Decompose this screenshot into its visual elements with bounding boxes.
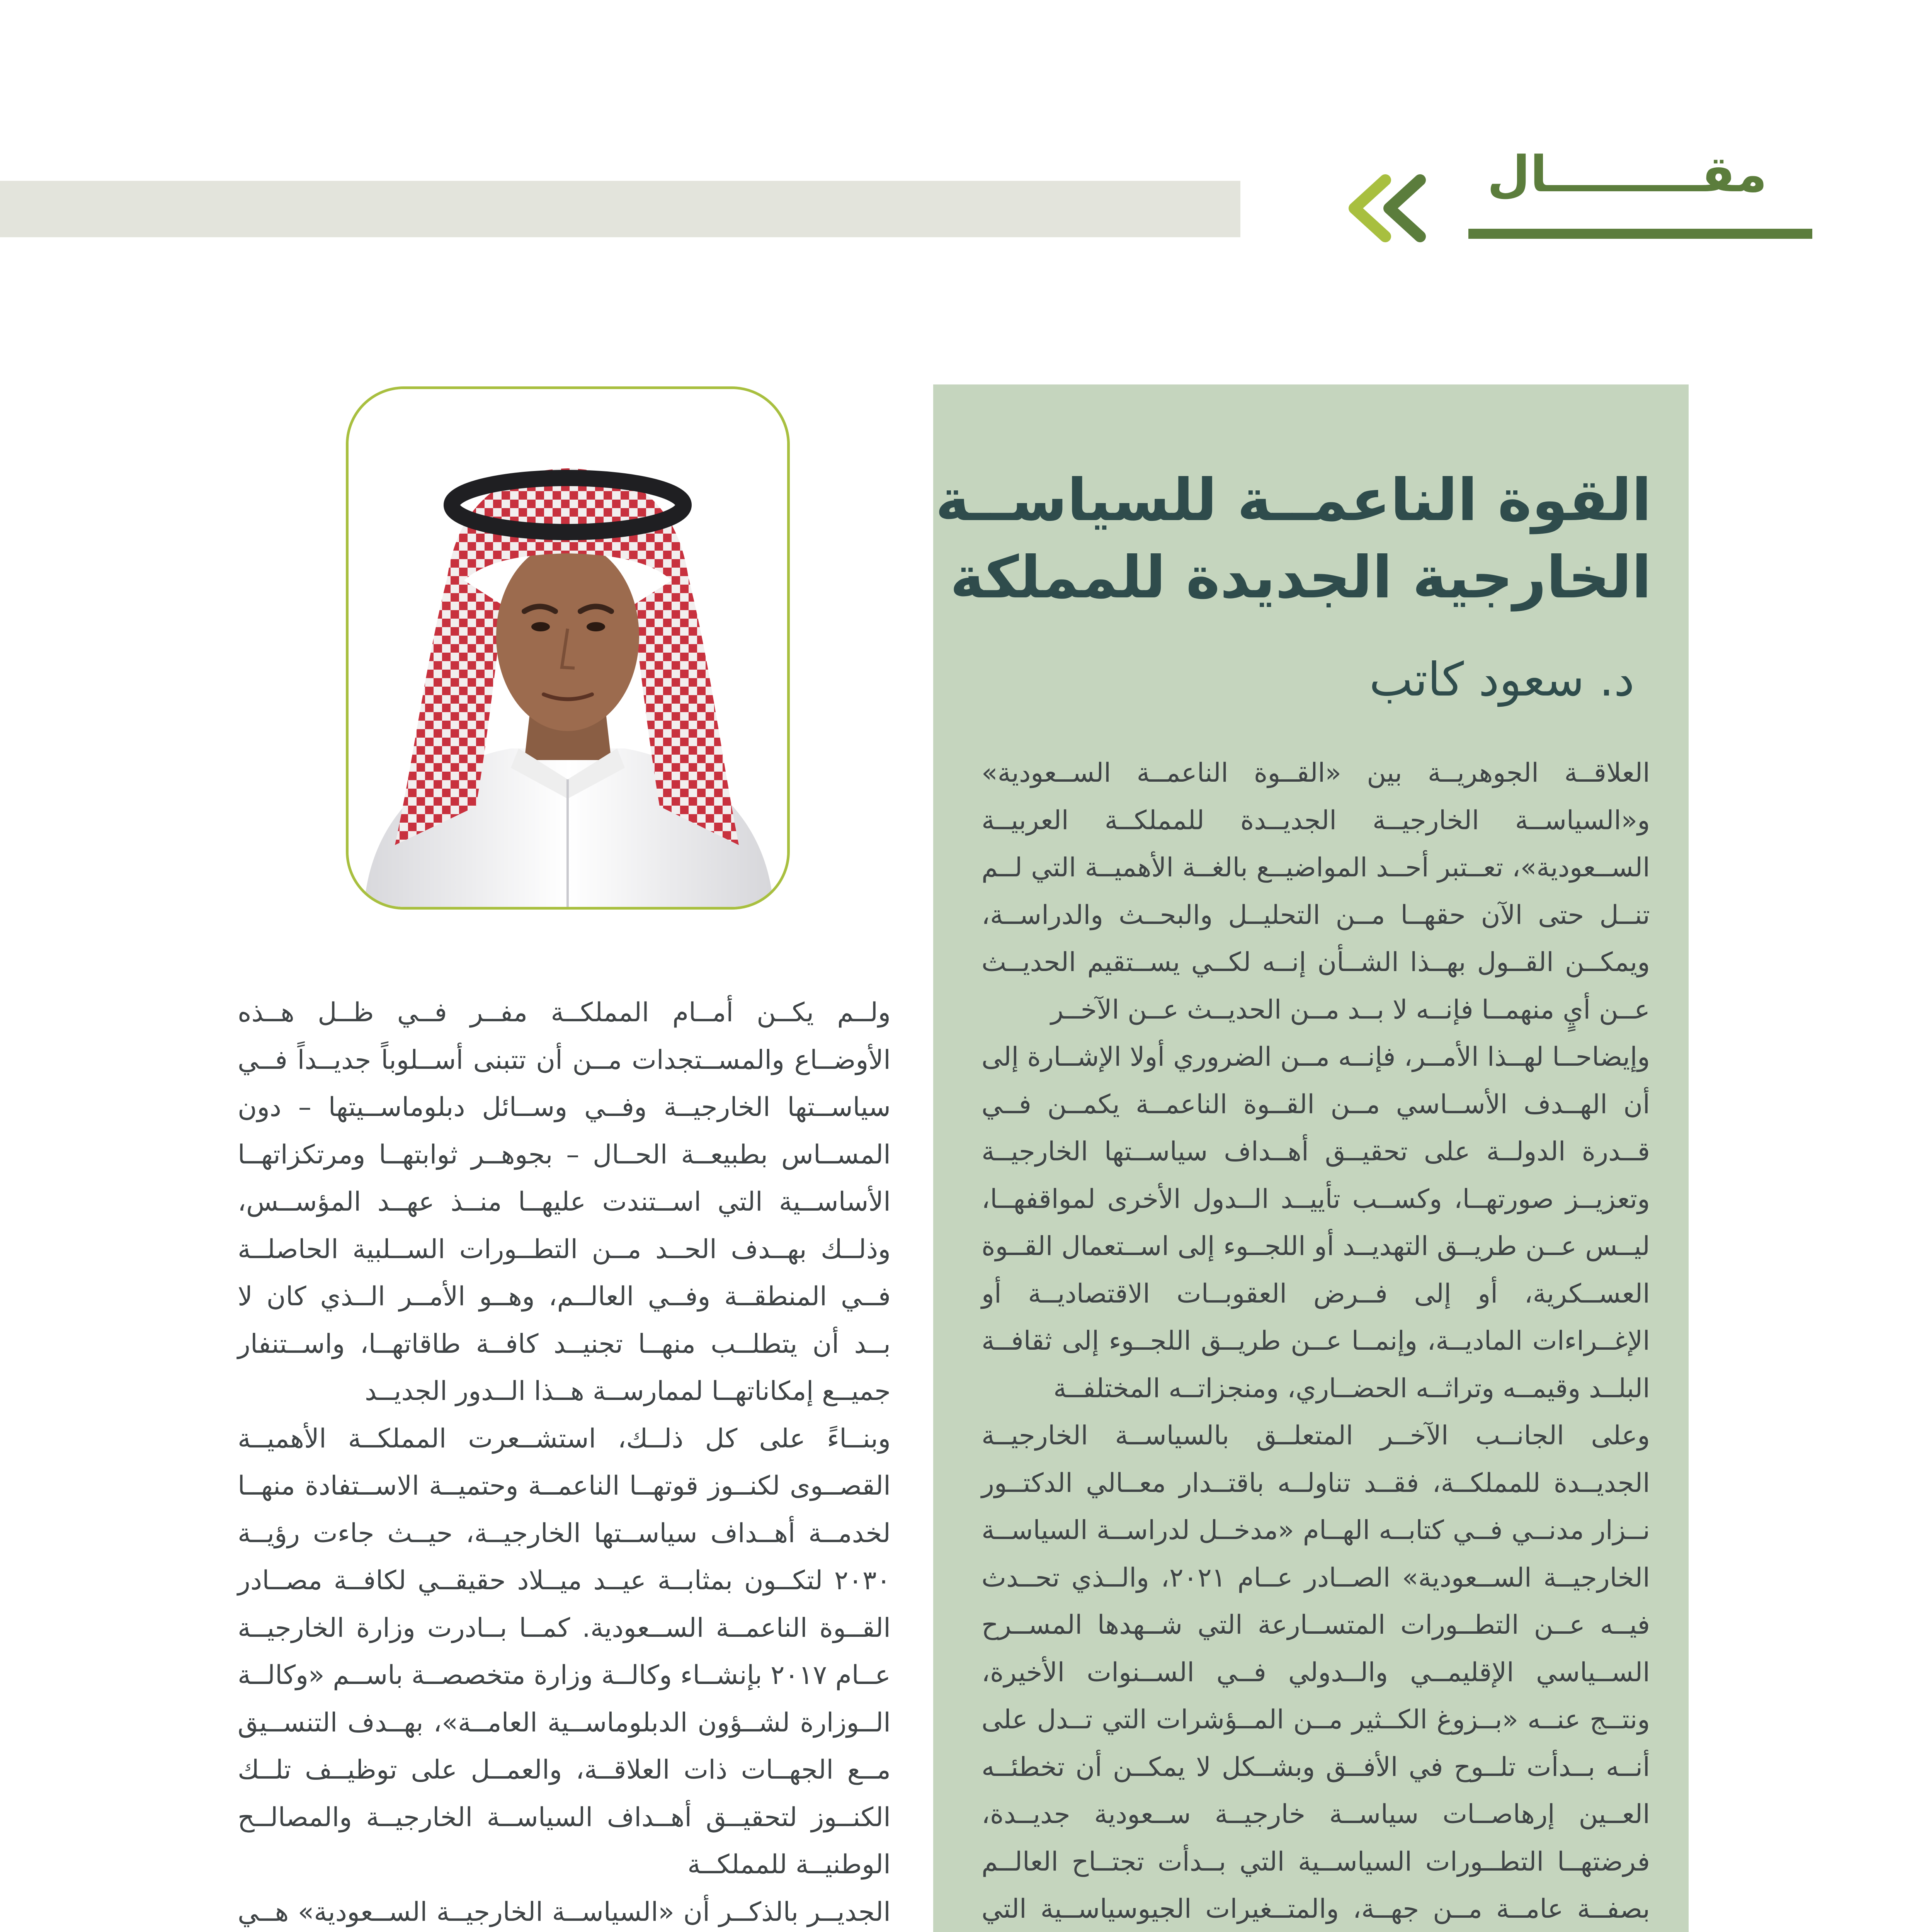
panel-paragraph: العلاقــة الجوهريــة بين «القــوة الناعمــة الســعودية» و«السياســة الخارجيــة الجديــدة للمملكــة العربيــة الســعودية»، تعــتبر أحــد المواضيــع بالغــة الأهميــة التي لــم تنــل حتى الآن حقهــا مــن التحليــل والبحــث والدراســة، ويمكــن القــول بهــذا الشــأن إنــه لكــي يســتقيم الحديــث عــن أيٍ منهمــا فإنــه لا بــد مــن الحديــث عــن الآخــر xyxy=(981,758,1650,1025)
left-paragraph: ولــم يكــن أمــام المملكــة مفــر فــي ظــل هــذه الأوضــاع والمســتجدات مــن أن تتبنى أســلوباً جديــداً فــي سياســتها الخارجيــة وفــي وســائل دبلوماســيتها – دون المســاس بطبيعــة الحــال – بجوهــر ثوابتهــا ومرتكزاتهــا الأساســية التي اســتندت عليهــا منــذ عهــد المؤســس، وذلــك بهــدف الحــد مــن التطــورات الســلبية الحاصلــة فــي المنطقــة وفــي العالــم، وهــو الأمــر الــذي كان لا بــد أن يتطلــب منهــا تجنيــد كافــة طاقاتهــا، واســتنفار جميــع إمكاناتهــا لممارســة هــذا الــدور الجديــد xyxy=(238,997,891,1406)
portrait-illustration xyxy=(349,389,787,907)
author-name: د. سعود كاتب xyxy=(1369,653,1635,707)
article-title-line-1: القوة الناعمــة للسياســة xyxy=(935,467,1652,534)
left-column-text xyxy=(238,989,891,1932)
article-title xyxy=(935,462,1652,616)
panel-body-text xyxy=(981,750,1650,1932)
double-chevron-left-icon xyxy=(1337,172,1426,245)
left-paragraph: الجديــر بالذكــر أن «السياســة الخارجيــة الســعودية» هــي xyxy=(238,1896,891,1927)
header-grey-bar xyxy=(0,181,1240,237)
article-title-line-2: الخارجية الجديدة للمملكة xyxy=(950,544,1652,611)
author-portrait xyxy=(346,386,790,910)
article-panel xyxy=(933,384,1689,1932)
section-label: مقـــــــــال xyxy=(1487,146,1767,203)
panel-paragraph: وإيضاحــا لهــذا الأمــر، فإنــه مــن الضروري أولا الإشــارة إلى أن الهــدف الأســاسي مــن القــوة الناعمــة يكمــن فــي قــدرة الدولــة على تحقيــق أهــداف سياســتها الخارجيــة وتعزيــز صورتهــا، وكســب تأييــد الــدول الأخرى لمواقفهــا، ليــس عــن طريــق التهديــد أو اللجــوء إلى اســتعمال القــوة العســكرية، أو إلى فــرض العقوبــات الاقتصاديــة أو الإغــراءات الماديــة، وإنمــا عــن طريــق اللجــوء إلى ثقافــة البلــد وقيمــه وتراثــه الحضــاري، ومنجزاتــه المختلفــة xyxy=(981,1042,1650,1404)
panel-paragraph: وعلى الجانــب الآخــر المتعلــق بالسياســة الخارجيــة الجديــدة للمملكــة، فقــد تناولــه باقتــدار معــالي الدكتــور نــزار مدنــي فــي كتابــه الهــام «مدخــل لدراســة السياســة الخارجيــة الســعودية» الصــادر عــام ٢٠٢١، والــذي تحــدث فيــه عــن التطــورات المتســارعة التي شــهدها المســرح الســياسي الإقليمــي والــدولي فــي الســنوات الأخيرة، ونتــج عنــه «بــزوغ الكــثير مــن المــؤشرات التي تــدل على أنــه بــدأت تلــوح في الأفــق وبشــكل لا يمكــن أن تخطئــه العــين إرهاصــات سياســة خارجيــة ســعودية جديــدة، فرضتهــا التطــورات السياســية التي بــدأت تجتــاح العالــم بصفــة عامــة مــن جهــة، والمتــغيرات الجيوسياســية التي xyxy=(981,1420,1650,1924)
section-underline xyxy=(1468,229,1812,239)
left-paragraph: وبنــاءً على كل ذلــك، استشــعرت المملكــة الأهميــة القصــوى لكنــوز قوتهــا الناعمــة وحتميــة الاســتفادة منهــا لخدمــة أهــداف سياســتها الخارجيــة، حيــث جاءت رؤيــة ٢٠٣٠ لتكــون بمثابــة عيــد ميــلاد حقيقــي لكافــة مصــادر القــوة الناعمــة الســعودية. كمــا بــادرت وزارة الخارجيــة عــام ٢٠١٧ بإنشــاء وكالــة وزارة متخصصــة باســم «وكالــة الــوزارة لشــؤون الدبلوماســية العامــة»، بهــدف التنســيق مــع الجهــات ذات العلاقــة، والعمــل على توظيــف تلــك الكنــوز لتحقيــق أهــداف السياســة الخارجيــة والمصالــح الوطنيــة للمملكــة xyxy=(238,1423,891,1880)
